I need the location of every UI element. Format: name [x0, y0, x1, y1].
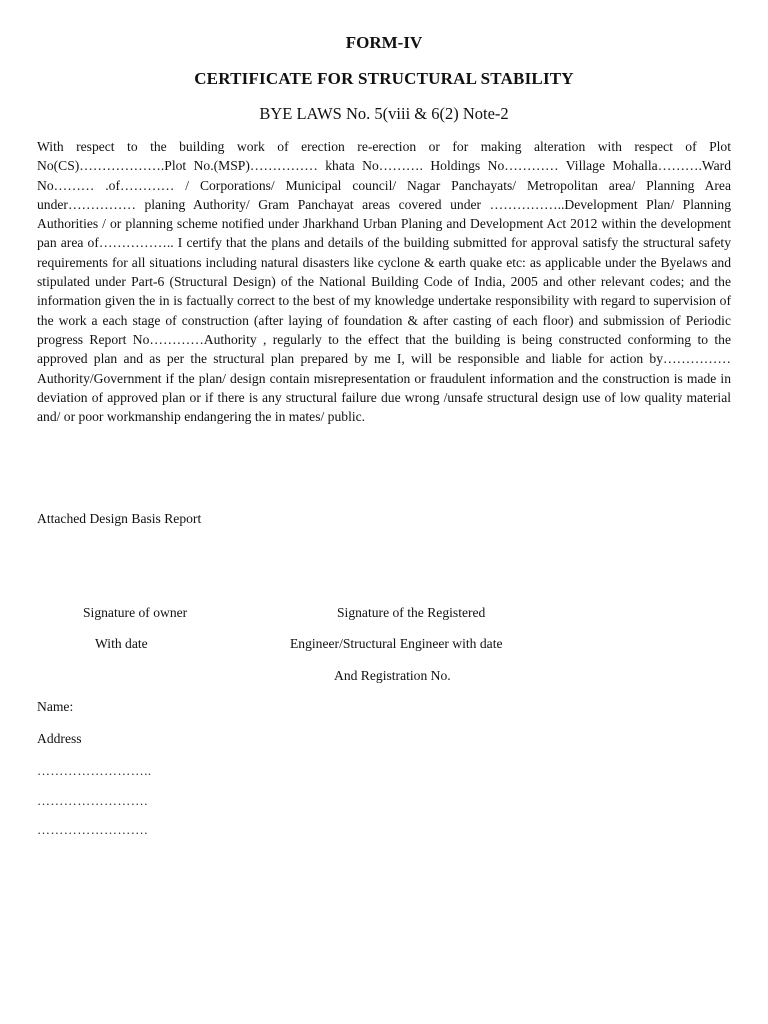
address-line-1: ……………………..: [37, 763, 152, 778]
name-label: Name:: [37, 699, 74, 714]
owner-date-label: With date: [95, 636, 148, 651]
address-line-3: …………………….: [37, 822, 148, 837]
registration-number-label: And Registration No.: [334, 668, 451, 683]
engineer-signature-label: Signature of the Registered: [337, 605, 486, 620]
certificate-title: CERTIFICATE FOR STRUCTURAL STABILITY: [194, 69, 574, 88]
address-line-2: …………………….: [37, 793, 148, 808]
engineer-date-label: Engineer/Structural Engineer with date: [290, 636, 503, 651]
certificate-body: With respect to the building work of erection re-erection or for making alteration with respect of Plot No(CS)……………….Plot No.(MSP)…………… khata No………. Holdings No………… Village Mohalla……….Ward No……… .of………… / Corporations/ Municipal council/ Nagar Panchayats/ Metropolitan area/ Planning Area under…………… planing Authority/ Gram Panchayat areas covered under ……………..Development Plan/ Planning Authorities / or planning scheme notified under Jharkhand Urban Planing and Development Act 2012 within the development pan area of…………….. I certify that the plans and details of the building submitted for approval satisfy the structural safety requirements for all situations including natural disasters like cyclone & earth quake etc: as applicable under the Byelaws and stipulated under Part-6 (Structural Design) of the National Building Code of India, 2005 and other relevant codes; and the information given the in is factually correct to the best of my knowledge undertake responsibility with regard to supervision of the work a each stage of construction (after laying of foundation & after casting of each floor) and submission of Periodic progress Report No…………Authority , regularly to the effect that the building is being constructed conforming to the approved plan and as per the structural plan prepared by me I, will be responsible and liable for action by……………Authority/Government if the plan/ design contain misrepresentation or fraudulent information and the construction is made in deviation of approved plan or if there is any structural failure due wrong /unsafe structural design use of low quality material and/ or poor workmanship endangering the in mates/ public.: [37, 139, 731, 425]
form-number: FORM-IV: [345, 33, 423, 52]
owner-signature-label: Signature of owner: [83, 605, 188, 620]
bye-laws-reference: BYE LAWS No. 5(viii & 6(2) Note-2: [259, 104, 509, 123]
attached-report-note: Attached Design Basis Report: [37, 511, 202, 526]
address-label: Address: [37, 731, 82, 746]
